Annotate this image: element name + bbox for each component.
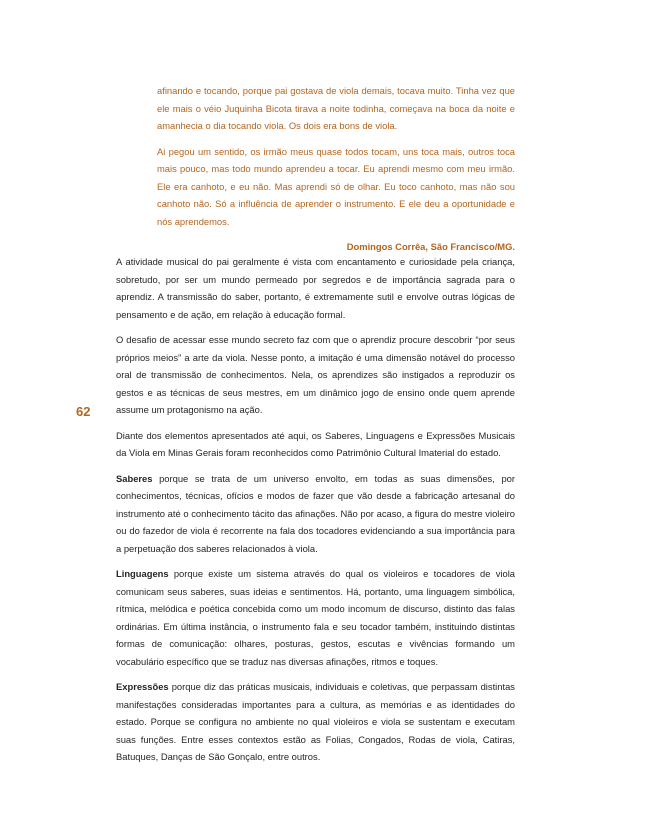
body-paragraph-3: Diante dos elementos apresentados até aqui, os Saberes, Linguagens e Expressões Musicais da Viola em Minas Gerais foram reconhecidos como Patrimônio Cultural Imaterial do estado. [116,429,515,458]
main-text [116,253,515,774]
expressoes-text: porque diz das práticas musicais, individuais e coletivas, que perpassam distintas manifestações consideradas importantes para a cultura, as memórias e as identidades do estado. Porque se configura no ambiente no qual violeiros e viola se sustentam e executam suas funções. Entre esses contextos estão as Folias, Congados, Rodas de viola, Catiras, Batuques, Danças de São Gonçalo, entre outros. [116,681,515,762]
linguagens-text: porque existe um sistema através do qual os violeiros e tocadores de viola comunicam seus saberes, suas ideias e sentimentos. Há, portanto, uma linguagem simbólica, rítmica, melódica e poética concebida como um modo incomum de discurso, distinto das falas ordinárias. Em última instância, o instrumento fala e seu tocador também, instituindo distintas formas de comunicação: olhares, posturas, gestos, escutas e vivências formando um vocabulário específico que se traduz nas diversas afinações, ritmos e toques. [116,568,515,667]
body-paragraph-expressoes [116,678,515,766]
page-number: 62 [76,404,91,419]
term-expressoes: Expressões [116,681,169,692]
body-paragraph-linguagens [116,565,515,670]
quote-attribution: Domingos Corrêa, São Francisco/MG. [346,241,515,252]
body-paragraph-1: A atividade musical do pai geralmente é vista com encantamento e curiosidade pela criança, sobretudo, por ser um mundo permeado por segredos e de importância sagrada para o aprendiz. A transmissão do saber, portanto, é extremamente sutil e envolve outras lógicas de pensamento e de ação, em relação à educação formal. [116,256,515,320]
quote-paragraph-1: afinando e tocando, porque pai gostava de viola demais, tocava muito. Tinha vez que ele mais o véio Juquinha Bicota tirava a noite todinha, começava na boca da noite e amanhecia o dia tocando viola. Os dois era bons de viola. [157,85,515,131]
body-paragraph-saberes [116,470,515,558]
quote-paragraph-2: Ai pegou um sentido, os irmão meus quase todos tocam, uns toca mais, outros toca mais pouco, mas todo mundo aprendeu a tocar. Eu aprendi mesmo com meu irmão. Ele era canhoto, e eu não. Mas aprendi só de olhar. Eu toco canhoto, mas não sou canhoto não. Só a influência de aprender o instrumento. E ele deu a oportunidade e nós aprendemos. [157,145,515,227]
saberes-text: porque se trata de um universo envolto, em todas as suas dimensões, por conhecimentos, técnicas, ofícios e modos de fazer que vão desde a fabricação artesanal do instrumento até o conhecimento tácito das afinações. Não por acaso, a figura do mestre violeiro ou do fazedor de viola é recorrente na fala dos tocadores evidenciando a sua importância para a perpetuação dos saberes relacionados à viola. [116,472,515,554]
epigraph-quote [157,82,515,256]
term-saberes: Saberes [116,472,153,484]
body-paragraph-2: O desafio de acessar esse mundo secreto faz com que o aprendiz procure descobrir “por seus próprios meios” a arte da viola. Nesse ponto, a imitação é uma dimensão notável do processo oral de transmissão de conhecimentos. Nela, os aprendizes são instigados a reproduzir os gestos e as técnicas de seus mestres, em um dinâmico jogo de ensino onde quem aprende assume um protagonismo na ação. [116,334,515,415]
term-linguagens: Linguagens [116,568,169,579]
